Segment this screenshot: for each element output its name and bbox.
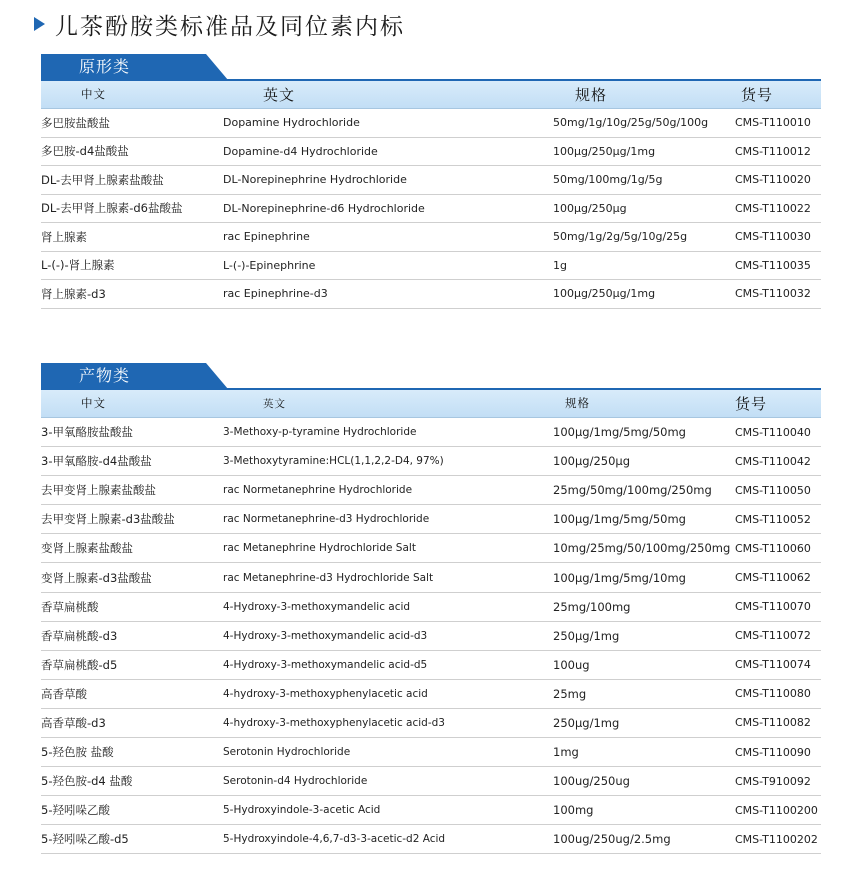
cell-chinese: 去甲变肾上腺素盐酸盐 (41, 483, 156, 498)
cell-catalog-no: CMS-T110022 (735, 201, 811, 215)
cell-english: 4-Hydroxy-3-methoxymandelic acid (223, 600, 411, 613)
cell-chinese: 变肾上腺素-d3盐酸盐 (41, 570, 152, 585)
table-row (41, 534, 821, 563)
section-tab-label: 产物类 (41, 363, 206, 389)
cell-chinese: 5-羟色胺 盐酸 (41, 745, 114, 760)
table-row (41, 825, 821, 854)
cell-english: 4-Hydroxy-3-methoxymandelic acid-d3 (223, 629, 428, 642)
cell-catalog-no: CMS-T910092 (735, 774, 811, 788)
table-row (41, 223, 821, 252)
cell-spec: 100μg/250μg/1mg (553, 144, 656, 158)
table-row (41, 593, 821, 622)
cell-chinese: 多巴胺-d4盐酸盐 (41, 144, 129, 159)
cell-english: 3-Methoxy-p-tyramine Hydrochloride (223, 426, 417, 439)
header-chinese: 中文 (81, 396, 106, 410)
table-row (41, 738, 821, 767)
cell-english: rac Epinephrine-d3 (223, 287, 328, 301)
cell-spec: 100mg (553, 803, 594, 818)
cell-english: 5-Hydroxyindole-3-acetic Acid (223, 804, 381, 817)
cell-chinese: 5-羟吲哚乙酸 (41, 803, 110, 818)
cell-spec: 50mg/1g/2g/5g/10g/25g (553, 230, 688, 244)
cell-chinese: L-(-)-肾上腺素 (41, 258, 115, 273)
page-title (34, 6, 405, 42)
section-prototype (41, 54, 821, 309)
table-row (41, 476, 821, 505)
table-row (41, 195, 821, 224)
cell-spec: 1g (553, 258, 567, 272)
cell-chinese: 香草扁桃酸-d5 (41, 657, 118, 672)
cell-spec: 50mg/100mg/1g/5g (553, 173, 663, 187)
cell-catalog-no: CMS-T110032 (735, 287, 811, 301)
header-chinese: 中文 (81, 87, 106, 101)
cell-english: Serotonin Hydrochloride (223, 746, 351, 759)
cell-catalog-no: CMS-T110072 (735, 629, 811, 643)
cell-english: 4-hydroxy-3-methoxyphenylacetic acid-d3 (223, 716, 445, 729)
cell-spec: 25mg/100mg (553, 599, 631, 614)
cell-catalog-no: CMS-T110012 (735, 144, 811, 158)
cell-english: DL-Norepinephrine-d6 Hydrochloride (223, 201, 425, 215)
table-row (41, 166, 821, 195)
table-row (41, 109, 821, 138)
cell-chinese: DL-去甲肾上腺素盐酸盐 (41, 172, 164, 187)
cell-chinese: 3-甲氧酪胺-d4盐酸盐 (41, 454, 152, 469)
table-row (41, 680, 821, 709)
cell-chinese: 肾上腺素-d3 (41, 286, 106, 301)
cell-catalog-no: CMS-T110010 (735, 116, 811, 130)
section-tab-label: 原形类 (41, 54, 206, 80)
cell-spec: 250μg/1mg (553, 628, 620, 643)
cell-chinese: 香草扁桃酸 (41, 599, 99, 614)
cell-spec: 100ug/250ug/2.5mg (553, 832, 671, 847)
header-spec: 规格 (565, 396, 590, 410)
cell-chinese: 高香草酸 (41, 686, 87, 701)
cell-english: 4-Hydroxy-3-methoxymandelic acid-d5 (223, 658, 428, 671)
cell-english: L-(-)-Epinephrine (223, 258, 316, 272)
cell-catalog-no: CMS-T1100200 (735, 803, 818, 817)
table-row (41, 280, 821, 309)
cell-catalog-no: CMS-T110060 (735, 541, 811, 555)
table-body (41, 418, 821, 854)
cell-catalog-no: CMS-T110052 (735, 512, 811, 526)
cell-spec: 100μg/250μg (553, 201, 627, 215)
cell-spec: 100μg/1mg/5mg/50mg (553, 512, 686, 527)
cell-spec: 100μg/250μg/1mg (553, 287, 656, 301)
tab-underline (41, 79, 821, 81)
table-row (41, 447, 821, 476)
header-english: 英文 (263, 85, 296, 104)
cell-english: DL-Norepinephrine Hydrochloride (223, 173, 407, 187)
table-row (41, 622, 821, 651)
table-row (41, 563, 821, 592)
cell-catalog-no: CMS-T110030 (735, 230, 811, 244)
section-tab (41, 54, 821, 80)
cell-chinese: 高香草酸-d3 (41, 715, 106, 730)
table-header (41, 80, 821, 109)
cell-spec: 100ug/250ug (553, 774, 630, 789)
table-row (41, 252, 821, 281)
cell-catalog-no: CMS-T110062 (735, 571, 811, 585)
table-row (41, 709, 821, 738)
cell-chinese: 5-羟吲哚乙酸-d5 (41, 832, 129, 847)
header-english: 英文 (263, 397, 286, 410)
cell-catalog-no: CMS-T1100202 (735, 832, 818, 846)
cell-chinese: 3-甲氧酪胺盐酸盐 (41, 425, 133, 440)
table-row (41, 767, 821, 796)
table-row (41, 796, 821, 825)
cell-catalog-no: CMS-T110090 (735, 745, 811, 759)
cell-chinese: 肾上腺素 (41, 229, 87, 244)
cell-catalog-no: CMS-T110035 (735, 258, 811, 272)
tab-underline (41, 388, 821, 390)
cell-spec: 25mg/50mg/100mg/250mg (553, 483, 712, 498)
cell-chinese: 多巴胺盐酸盐 (41, 115, 110, 130)
triangle-arrow-icon (34, 17, 45, 31)
cell-english: rac Metanephrine-d3 Hydrochloride Salt (223, 571, 434, 584)
cell-chinese: 香草扁桃酸-d3 (41, 628, 118, 643)
cell-english: 3-Methoxytyramine:HCL(1,1,2,2-D4, 97%) (223, 455, 444, 468)
cell-spec: 50mg/1g/10g/25g/50g/100g (553, 116, 709, 130)
cell-english: rac Metanephrine Hydrochloride Salt (223, 542, 416, 555)
cell-spec: 100ug (553, 657, 590, 672)
table-row (41, 418, 821, 447)
cell-english: Dopamine-d4 Hydrochloride (223, 144, 378, 158)
header-catalog-no: 货号 (735, 394, 768, 413)
cell-spec: 100μg/250μg (553, 454, 631, 469)
page-title-text: 儿茶酚胺类标准品及同位素内标 (55, 13, 405, 40)
header-spec: 规格 (575, 85, 608, 104)
cell-chinese: 去甲变肾上腺素-d3盐酸盐 (41, 512, 175, 527)
table-header (41, 389, 821, 418)
cell-spec: 250μg/1mg (553, 715, 620, 730)
cell-catalog-no: CMS-T110040 (735, 425, 811, 439)
cell-english: rac Normetanephrine-d3 Hydrochloride (223, 513, 430, 526)
table-row (41, 138, 821, 167)
section-metabolites (41, 363, 821, 854)
cell-chinese: 变肾上腺素盐酸盐 (41, 541, 133, 556)
table-body (41, 109, 821, 309)
cell-catalog-no: CMS-T110050 (735, 483, 811, 497)
cell-english: 5-Hydroxyindole-4,6,7-d3-3-acetic-d2 Acid (223, 833, 446, 846)
cell-catalog-no: CMS-T110020 (735, 173, 811, 187)
cell-catalog-no: CMS-T110080 (735, 687, 811, 701)
cell-spec: 1mg (553, 745, 579, 760)
cell-spec: 100μg/1mg/5mg/10mg (553, 570, 686, 585)
cell-catalog-no: CMS-T110070 (735, 600, 811, 614)
cell-catalog-no: CMS-T110074 (735, 658, 811, 672)
cell-spec: 25mg (553, 686, 587, 701)
cell-spec: 10mg/25mg/50/100mg/250mg (553, 541, 731, 556)
cell-spec: 100μg/1mg/5mg/50mg (553, 425, 686, 440)
cell-english: rac Normetanephrine Hydrochloride (223, 484, 413, 497)
cell-english: 4-hydroxy-3-methoxyphenylacetic acid (223, 687, 428, 700)
section-tab (41, 363, 821, 389)
cell-english: Serotonin-d4 Hydrochloride (223, 775, 368, 788)
cell-catalog-no: CMS-T110042 (735, 454, 811, 468)
table-row (41, 505, 821, 534)
cell-catalog-no: CMS-T110082 (735, 716, 811, 730)
cell-chinese: 5-羟色胺-d4 盐酸 (41, 774, 133, 789)
table-row (41, 651, 821, 680)
cell-english: Dopamine Hydrochloride (223, 116, 360, 130)
cell-english: rac Epinephrine (223, 230, 310, 244)
cell-chinese: DL-去甲肾上腺素-d6盐酸盐 (41, 201, 183, 216)
header-catalog-no: 货号 (741, 85, 774, 104)
